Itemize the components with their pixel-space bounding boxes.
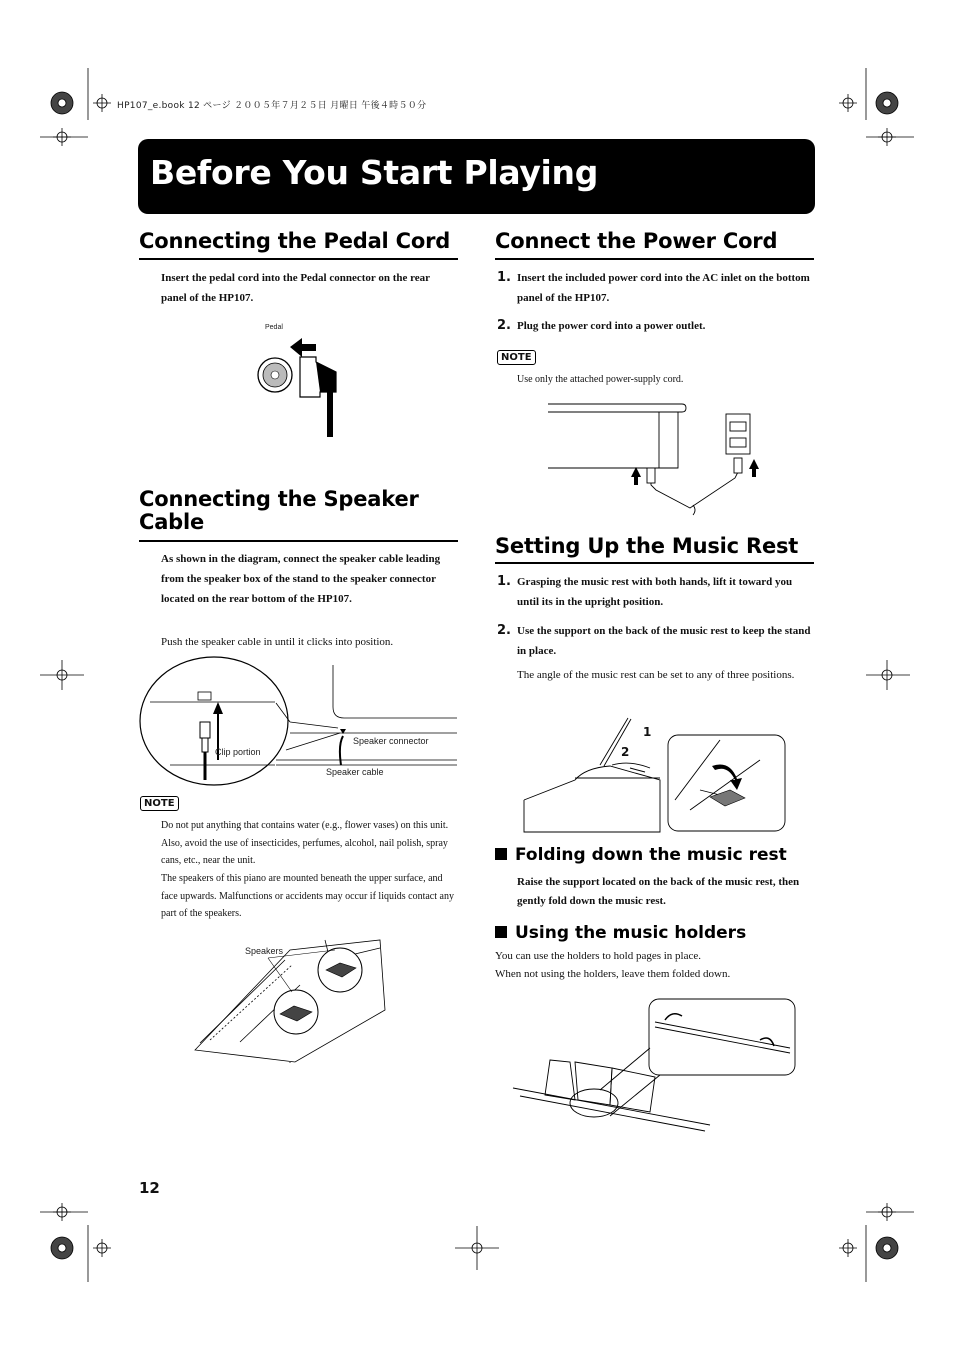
power-step-2-text: Plug the power cord into a power outlet.	[517, 320, 706, 332]
rest-step-2-num: 2.	[497, 623, 511, 638]
label-1: 1	[643, 725, 652, 739]
holders-heading-text: Using the music holders	[515, 923, 747, 943]
pedal-instruction: Insert the pedal cord into the Pedal connector on the rear panel of the HP107.	[161, 272, 430, 304]
page-title: Before You Start Playing	[150, 153, 599, 192]
power-step-1-text: Insert the included power cord into the AC inlet on the bottom panel of the HP107.	[517, 272, 810, 304]
speaker-cable-label: Speaker cable	[326, 767, 384, 777]
note-badge: NOTE	[140, 796, 179, 811]
note-water-text: Do not put anything that contains water (e.g., flower vases) on this unit. Also, avoid the use of insecticides, perfumes, alcohol, nail polish, spray cans, etc., near the unit.	[161, 820, 449, 866]
heading-pedal-cord: Connecting the Pedal Cord	[139, 229, 451, 253]
folding-text: Raise the support located on the back of the music rest, then gently fold down the music rest.	[517, 876, 800, 907]
speaker-push-text: Push the speaker cable in until it clicks into position.	[161, 636, 394, 648]
pedal-label: Pedal	[265, 324, 283, 331]
power-step-1-num: 1.	[497, 270, 511, 285]
folding-heading-text: Folding down the music rest	[515, 845, 787, 865]
heading-power-cord: Connect the Power Cord	[495, 229, 778, 253]
speaker-connector-label: Speaker connector	[353, 736, 429, 746]
page-number: 12	[139, 1179, 160, 1197]
note-badge: NOTE	[497, 350, 536, 365]
speakers-label: Speakers	[245, 946, 284, 956]
power-step-2-num: 2.	[497, 318, 511, 333]
speaker-instruction: As shown in the diagram, connect the speaker cable leading from the speaker box of the stand to the speaker connector located on the rear bottom of the HP107.	[161, 553, 441, 605]
note-speakers-text: The speakers of this piano are mounted beneath the upper surface, and face upwards. Malfunctions or accidents may occur if liquids contact any part of the speakers.	[161, 873, 454, 919]
power-note-text: Use only the attached power-supply cord.	[517, 374, 684, 385]
heading-speaker-cable: Connecting the Speaker Cable	[139, 487, 419, 534]
holders-line-1: You can use the holders to hold pages in place.	[495, 950, 702, 962]
label-2: 2	[621, 745, 630, 759]
clip-portion-label: Clip portion	[215, 747, 261, 757]
rest-step-2-text: Use the support on the back of the music rest to keep the stand in place.	[517, 625, 811, 657]
holders-line-2: When not using the holders, leave them folded down.	[495, 968, 731, 980]
heading-music-rest: Setting Up the Music Rest	[495, 534, 799, 558]
file-info: HP107_e.book 12 ページ ２００５年７月２５日 月曜日 午後４時５０分	[117, 101, 427, 111]
rest-angle-text: The angle of the music rest can be set to any of three positions.	[517, 669, 795, 681]
rest-step-1-num: 1.	[497, 574, 511, 589]
rest-step-1-text: Grasping the music rest with both hands, lift it toward you until its in the upright position.	[517, 576, 793, 608]
